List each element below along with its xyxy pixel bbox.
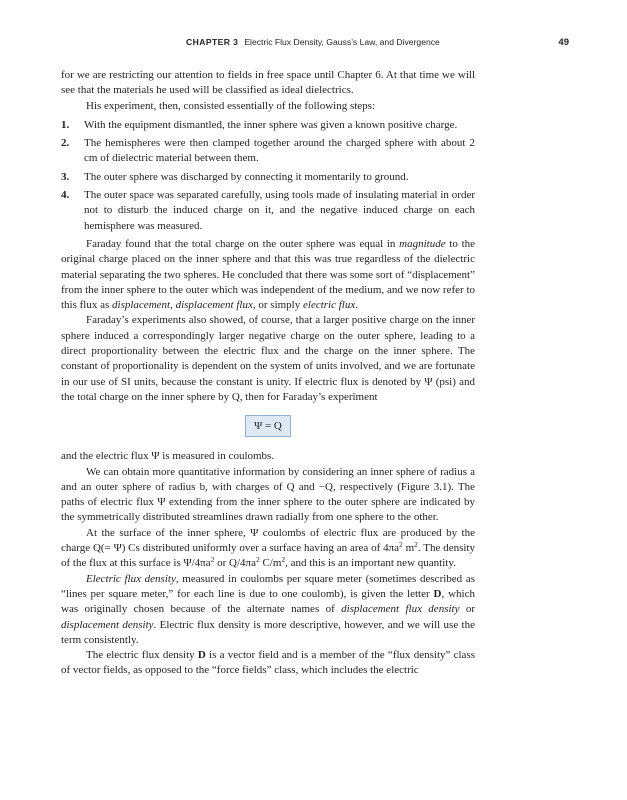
step-number: 1.	[61, 118, 70, 131]
step-text: With the equipment dismantled, the inner sphere was given a known positive charge.	[84, 118, 458, 131]
step-item	[61, 118, 475, 133]
step-item	[61, 170, 475, 185]
paragraph-8: Electric flux density, measured in coulombs per square meter (sometimes described as “lines per square meter,” for each line is due to one coulomb), is given the letter D, which was originally chosen because of the alternate names of displacement flux density or displacement density. Electric flux density is more descriptive, however, and we will use the term consistently.	[61, 572, 476, 646]
step-item	[61, 136, 475, 167]
paragraph-5: and the electric flux Ψ is measured in coulombs.	[61, 450, 275, 463]
step-text: The outer sphere was discharged by connecting it momentarily to ground.	[84, 170, 409, 183]
step-number: 4.	[61, 189, 70, 202]
paragraph-6: We can obtain more quantitative information by considering an inner sphere of radius a and an outer sphere of radius b, with charges of Q and −Q, respectively (Figure 3.1). The paths of electric flux Ψ extending from the inner sphere to the outer sphere are indicated by the symmetrically distributed streamlines drawn radially from one sphere to the other.	[61, 465, 475, 524]
paragraph-7: At the surface of the inner sphere, Ψ coulombs of electric flux are produced by the charge Q(= Ψ) Cs distributed uniformly over a surface having an area of $4\pi a^2$ $m^2$. The density of the flux at this surface is $\Psi/4\pi a^2$ or $Q/4\pi a^2$ $C/m^2$, and this is an important new quantity.	[61, 526, 475, 570]
paragraph-2: His experiment, then, consisted essentially of the following steps:	[86, 99, 376, 112]
paragraph-9: The electric flux density D is a vector field and is a member of the “flux density” class of vector fields, as opposed to the “force fields” class, which includes the electric	[61, 649, 475, 677]
paragraph-4: Faraday’s experiments also showed, of course, that a larger positive charge on the inner sphere induced a correspondingly larger negative charge on the outer sphere, leading to a direct proportionality between the electric flux and the charge on the inner sphere. The constant of proportionality is dependent on the system of units involved, and we are fortunate in our use of SI units, because the constant is unity. If electric flux is denoted by Ψ (psi) and the total charge on the inner sphere by Q, then for Faraday’s experiment	[61, 314, 475, 403]
paragraph-3: Faraday found that the total charge on the outer sphere was equal in magnitude to the original charge placed on the inner sphere and that this was true regardless of the dielectric material separating the two spheres. He concluded that there was some sort of “displacement” from the inner sphere to the outer which was independent of the medium, and we now refer to this flux as displacement, displacement flux, or simply electric flux.	[61, 237, 476, 312]
step-number: 2.	[61, 137, 70, 150]
chapter-title: Electric Flux Density, Gauss’s Law, and Divergence	[244, 37, 440, 47]
page-body	[61, 68, 475, 679]
page-number: 49	[558, 37, 569, 48]
step-text: The outer space was separated carefully, using tools made of insulating material in order not to disturb the induced charge on it, and the negative induced charge on each hemisphere was measured.	[84, 189, 475, 232]
step-item	[61, 188, 475, 234]
step-text: The hemispheres were then clamped together around the charged sphere with about 2 cm of dielectric material between them.	[84, 137, 475, 165]
step-number: 3.	[61, 170, 70, 183]
equation-block	[61, 415, 475, 437]
chapter-label: CHAPTER 3	[186, 37, 239, 47]
running-header	[186, 37, 569, 51]
experiment-steps	[61, 118, 475, 234]
paragraph-1: for we are restricting our attention to fields in free space until Chapter 6. At that time we will see that the materials he used will be classified as ideal dielectrics.	[61, 69, 475, 97]
equation-psi-equals-q: Ψ = Q	[245, 415, 291, 437]
